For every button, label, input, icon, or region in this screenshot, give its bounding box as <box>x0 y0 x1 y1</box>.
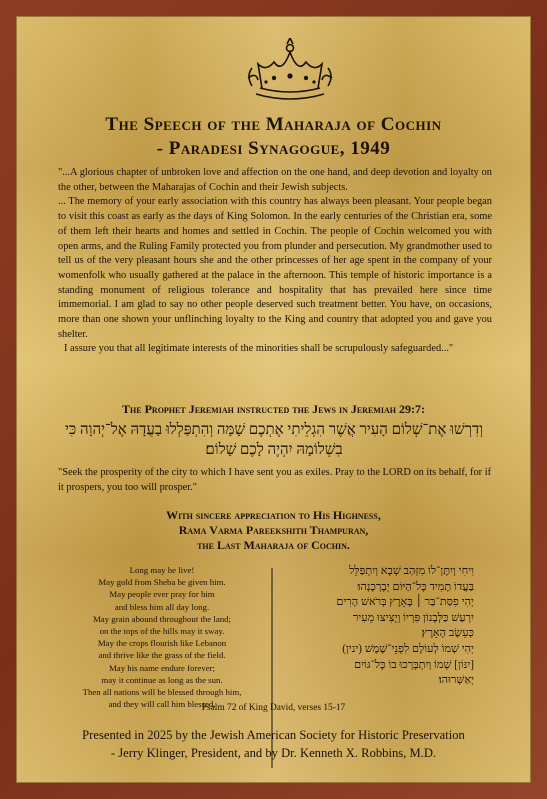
psalm-hebrew-line: [יִנּוֹן] שְׁמוֹ וְיִתְבָּרְכוּ בוֹ כָּל־גּוֹיִם <box>354 658 474 671</box>
plaque-title-line-2: - Paradesi Synagogue, 1949 <box>156 138 391 159</box>
psalm-english-line: Then all nations will be blessed through him, <box>82 687 242 698</box>
psalm-hebrew-line: וִיחִי וְיִתֶּן־לוֹ מִזְּהַב שְׁבָא וְיִתְפַּלֵּל <box>349 565 474 577</box>
dedication-line-3: the Last Maharaja of Cochin. <box>197 538 350 552</box>
psalm-english-line: on the tops of the hills may it sway. <box>99 626 225 637</box>
jeremiah-heading: The Prophet Jeremiah instructed the Jews in Jeremiah 29:7: <box>122 402 425 416</box>
dedication-line-1: With sincere appreciation to His Highness, <box>166 508 381 522</box>
maharaja-speech-quote <box>58 166 492 357</box>
psalm-hebrew-line: יְאַשְּׁרוּהוּ׃ <box>438 674 474 687</box>
psalm-english-line: May the crops flourish like Lebanon <box>97 638 227 649</box>
psalm-english-line: and thrive like the grass of the field. <box>98 650 226 661</box>
psalm-english-line: May his name endure forever; <box>108 662 215 673</box>
psalm-english-line: Long may he live! <box>129 565 195 575</box>
psalm-reference: Psalm 72 of King David, verses 15-17 <box>201 703 346 713</box>
jeremiah-english-verse: "Seek the prosperity of the city to which I have sent you as exiles. Pray to the LORD on its behalf, for if it prospers, you too will prosper." <box>58 467 492 493</box>
psalm-hebrew-line: יְהִי פִסַּת־בַּר ׀ בָּאָרֶץ בְּרֹאשׁ הָרִים <box>336 596 474 609</box>
psalm-hebrew-line: בַּעֲדוֹ תָמִיד כָּל־הַיּוֹם יְבָרְכֶנְהוּ׃ <box>357 580 474 593</box>
psalm-english-line: and they will call him blessed. <box>108 699 216 710</box>
royal-crest-icon <box>242 38 338 108</box>
bronze-plaque <box>16 16 531 783</box>
psalm-english-line: May grain abound throughout the land; <box>92 613 232 624</box>
psalm-hebrew-line: כְּעֵשֶׂב הָאָרֶץ׃ <box>421 627 474 640</box>
psalm-english-line: and bless him all day long. <box>114 601 210 612</box>
jeremiah-hebrew-verse: וְדִרְשׁוּ אֶת־שְׁלוֹם הָעִיר אֲשֶׁר הִגְלֵיתִי אֶתְכֶם שָׁמָּה וְהִתְפַּלְלוּ בַעֲדָהּ אֶל־יְהוָה כִּי בִשְׁלוֹמָהּ יִהְיֶה לָכֶם שָׁלוֹם׃ <box>64 422 484 458</box>
psalm-hebrew-block <box>278 564 474 689</box>
psalm-hebrew-line: יִרְעַשׁ כַּלְּבָנוֹן פִּרְיוֹ וְיָצִיצוּ מֵעִיר <box>352 611 474 624</box>
psalm-english-line: May gold from Sheba be given him. <box>98 577 226 588</box>
dedication-line-2: Rama Varma Pareekshith Thampuran, <box>178 523 369 537</box>
speech-paragraph: ... The memory of your early association with this country has always been pleasant. Your people began to visit this coast as early as the days of King Solomon. In the early centuries of the Christian era, some of them left their hearts and homes and settled in Cochin. The people of Cochin welcomed you with open arms, and the Ruling Family protected you from plunder and persecution. My grandmother used to tell us of the very pleasant hours she and the other princesses of her age spent in the company of your womenfolk who usually gathered at the palace in the afternoon. This temple of historic importance is a standing monument of religious tolerance and hospitality that has prevailed here since time immemorial. I am glad to say no other people deserved such treatment better. You have, on occasions, more than one shown your unflinching loyalty to the King and country that adopted you and gave you shelter. <box>58 196 492 340</box>
psalm-english-block <box>52 564 272 710</box>
speech-paragraph: "...A glorious chapter of unbroken love and affection on the one hand, and deep devotion and loyalty on the other, between the Maharajas of Cochin and their Jewish subjects. <box>58 167 492 193</box>
psalm-english-line: May people ever pray for him <box>109 589 215 600</box>
psalm-english-line: may it continue as long as the sun. <box>101 674 223 685</box>
footer-names-line: - Jerry Klinger, President, and by Dr. Kenneth X. Robbins, M.D. <box>110 746 437 760</box>
speech-paragraph: I assure you that all legitimate interests of the minorities shall be scrupulously safeguarded..." <box>64 343 454 355</box>
plaque-title-line-1: The Speech of the Maharaja of Cochin <box>105 114 442 135</box>
psalm-hebrew-line: יְהִי שְׁמוֹ לְעוֹלָם לִפְנֵי־שֶׁמֶשׁ (ינין) <box>342 642 474 655</box>
footer-presented-line: Presented in 2025 by the Jewish American Society for Historic Preservation <box>82 728 465 742</box>
